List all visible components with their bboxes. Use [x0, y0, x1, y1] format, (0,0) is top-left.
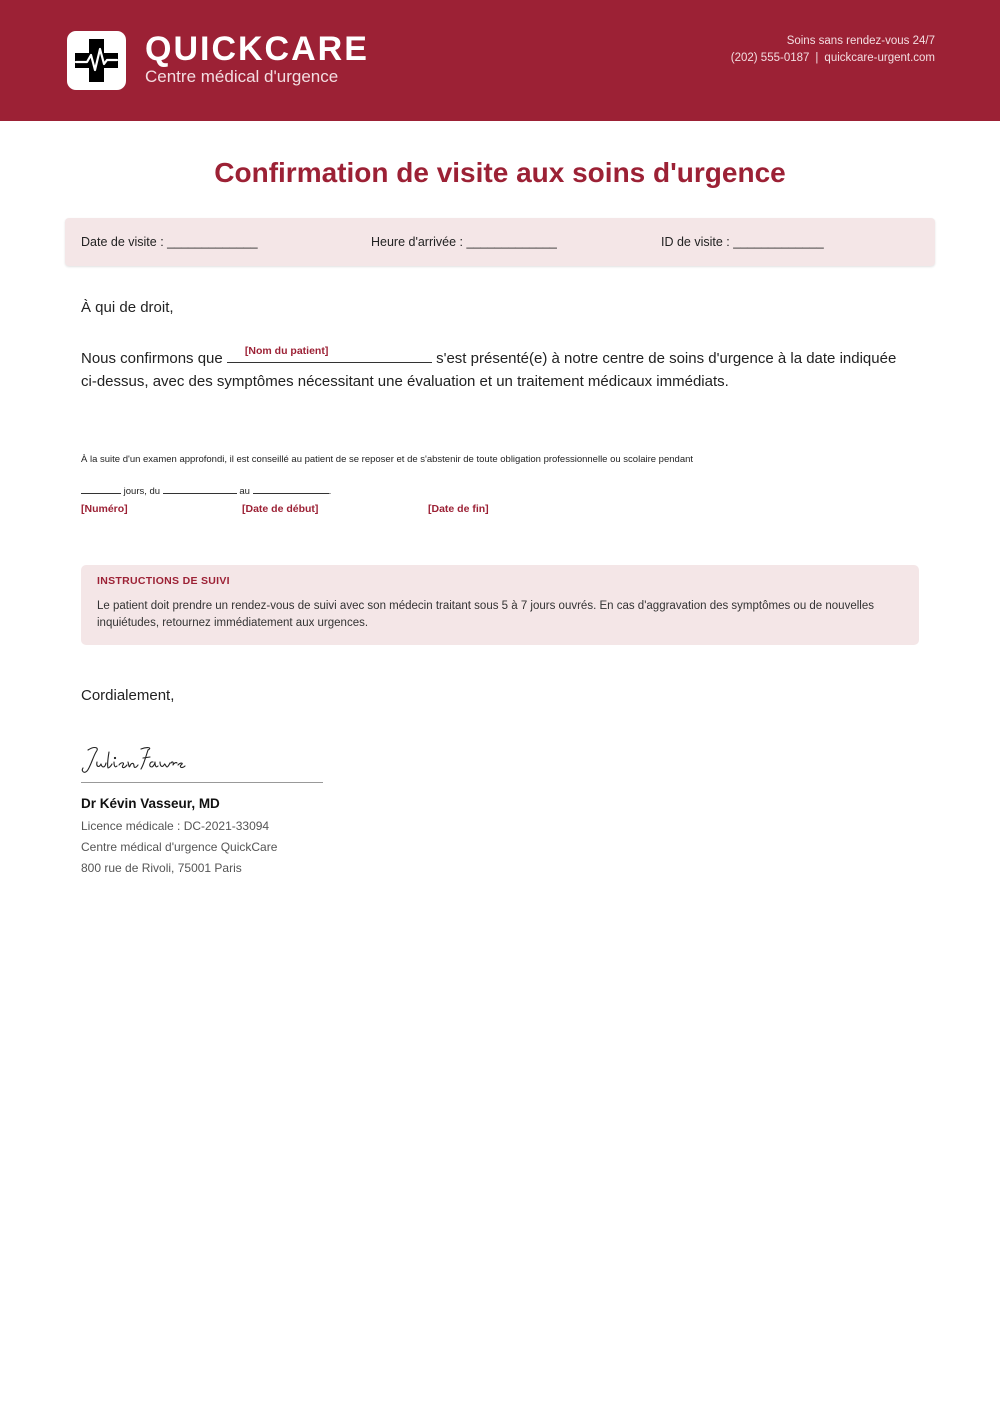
visit-id-blank[interactable]: _____________	[733, 235, 824, 249]
followup-instructions-box	[81, 565, 919, 645]
confirm-suffix: s'est présenté(e) à notre centre de soins d'urgence à la date indiquée	[436, 350, 897, 367]
confirm-line-2: ci-dessus, avec des symptômes nécessitant une évaluation et un traitement médicaux immédiats.	[81, 373, 729, 390]
days-blank[interactable]	[81, 485, 121, 494]
rest-period-line	[81, 485, 331, 498]
medical-license: Licence médicale : DC-2021-33094	[81, 819, 270, 833]
visit-date-field	[81, 235, 258, 250]
period-end: .	[328, 486, 332, 497]
brand-subtitle: Centre médical d'urgence	[145, 67, 339, 86]
contact-separator: |	[815, 52, 819, 64]
number-placeholder: [Numéro]	[81, 503, 128, 515]
logo	[67, 31, 126, 90]
followup-text: Le patient doit prendre un rendez-vous de suivi avec son médecin traitant sous 5 à 7 jours ouvrés. En cas d'aggravation des symptômes ou de nouvelles inquiétudes, retournez immédiatement aux urgences.	[97, 600, 874, 629]
start-date-placeholder: [Date de début]	[242, 503, 319, 515]
document-title: Confirmation de visite aux soins d'urgence	[214, 157, 786, 188]
patient-name-blank[interactable]	[227, 345, 432, 363]
visit-id-field	[661, 235, 824, 250]
days-label: jours, du	[123, 486, 161, 497]
end-date-placeholder: [Date de fin]	[428, 503, 489, 515]
visit-id-label: ID de visite :	[661, 235, 730, 249]
letterhead	[0, 0, 1000, 121]
end-date-blank[interactable]	[253, 485, 329, 494]
exam-text: À la suite d'un examen approfondi, il est conseillé au patient de se reposer et de s'abstenir de toute obligation professionnelle ou scolaire pendant	[81, 454, 694, 465]
contact-info	[731, 33, 935, 67]
confirm-prefix: Nous confirmons que	[81, 350, 223, 367]
clinic-address: 800 rue de Rivoli, 75001 Paris	[81, 861, 242, 875]
greeting: À qui de droit,	[81, 299, 174, 316]
arrival-time-label: Heure d'arrivée :	[371, 235, 464, 249]
visit-info-bar	[65, 218, 935, 266]
website-link[interactable]: quickcare-urgent.com	[824, 52, 935, 64]
medical-cross-heartbeat-icon	[67, 31, 126, 90]
start-date-blank[interactable]	[163, 485, 237, 494]
confirmation-paragraph	[81, 347, 931, 393]
physician-name: Dr Kévin Vasseur, MD	[81, 796, 220, 811]
to-label: au	[239, 486, 250, 497]
phone-number: (202) 555-0187	[730, 52, 810, 64]
arrival-time-blank[interactable]: _____________	[466, 235, 557, 249]
brand-name: QUICKCARE	[145, 30, 369, 68]
clinic-name: Centre médical d'urgence QuickCare	[81, 840, 278, 854]
followup-title: INSTRUCTIONS DE SUIVI	[97, 575, 230, 587]
closing: Cordialement,	[81, 687, 175, 704]
tagline: Soins sans rendez-vous 24/7	[786, 35, 935, 47]
handwritten-signature	[78, 740, 198, 780]
patient-name-placeholder: [Nom du patient]	[244, 345, 329, 357]
visit-date-label: Date de visite :	[81, 235, 164, 249]
signature-line	[81, 782, 323, 783]
visit-date-blank[interactable]: _____________	[167, 235, 258, 249]
arrival-time-field	[371, 235, 557, 250]
